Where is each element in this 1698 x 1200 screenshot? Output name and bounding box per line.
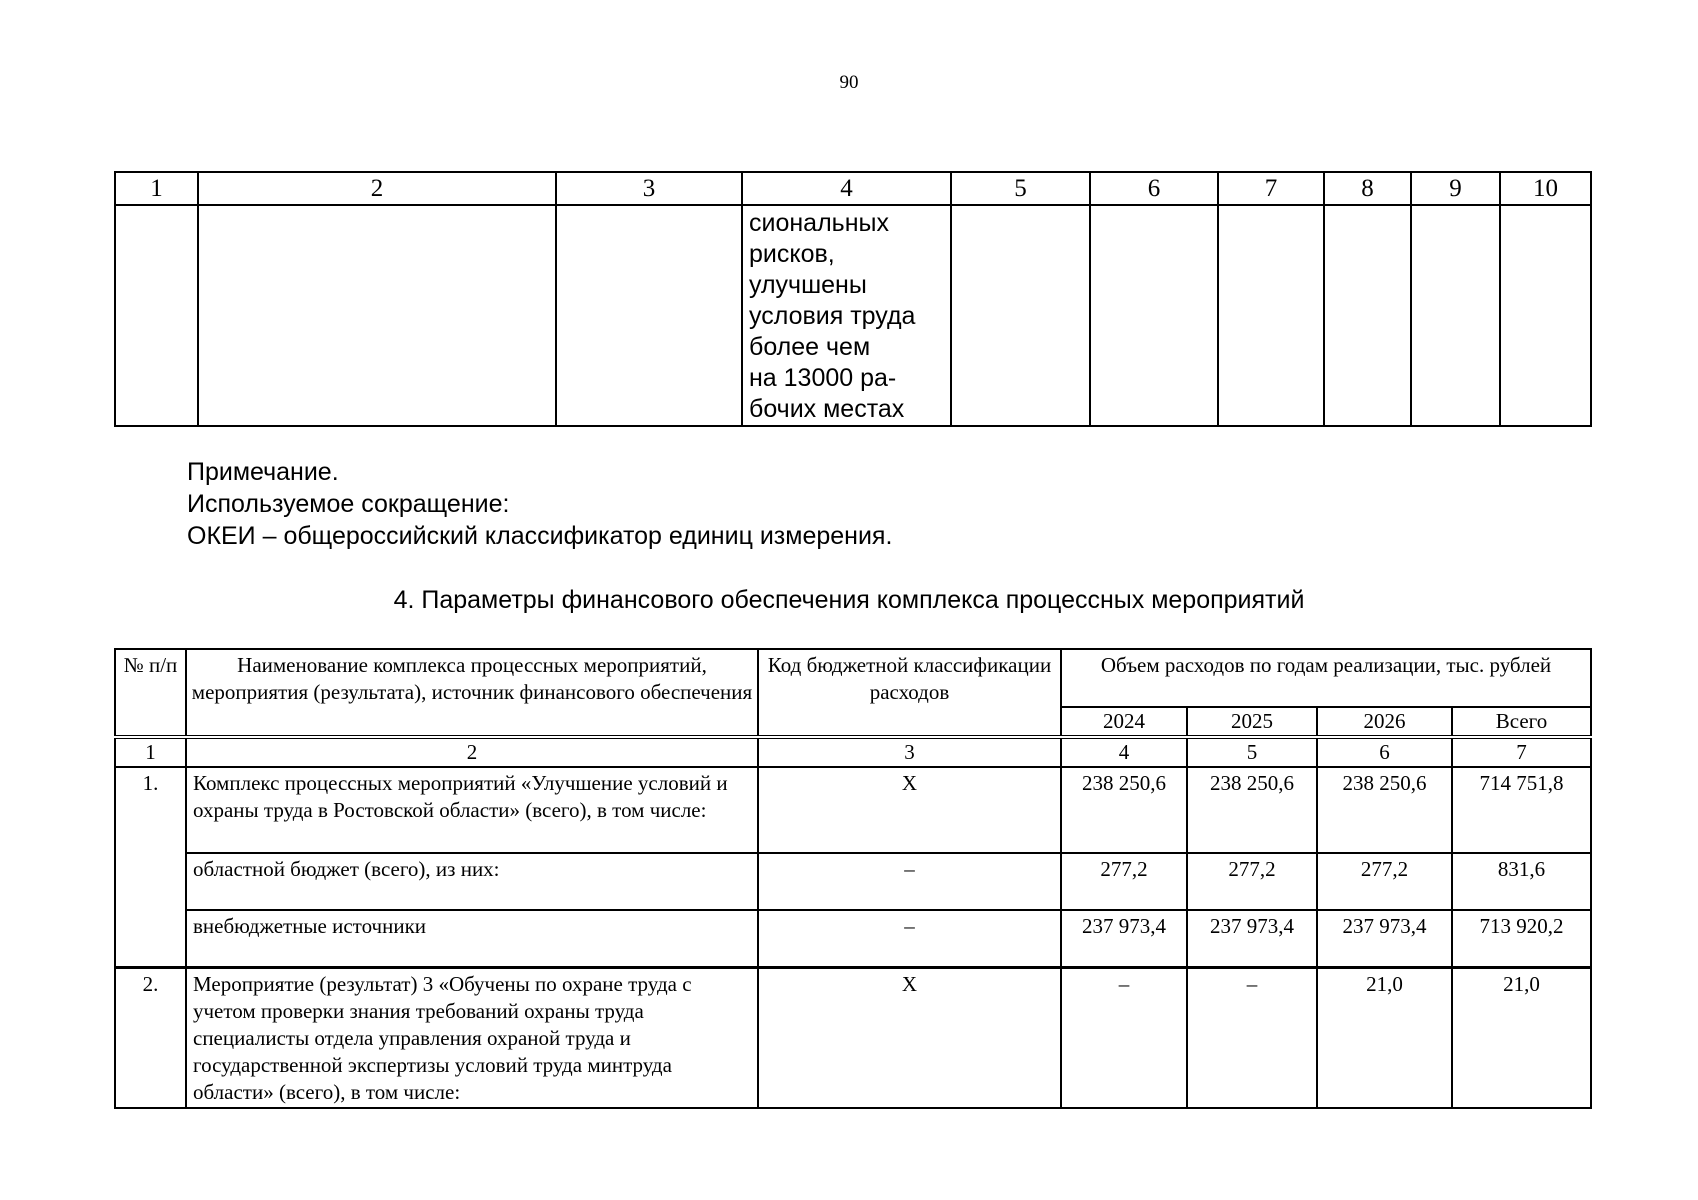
table-row (115, 910, 1591, 968)
table-cell (1324, 205, 1411, 426)
column-number: 2 (198, 172, 556, 205)
row-name: Мероприятие (результат) 3 «Обучены по охране труда с учетом проверки знания требований охраны труда специалисты отдела управления охраной труда и государственной экспертизы условий труда минтруда области» (всего), в том числе: (186, 968, 758, 1109)
column-number-row (115, 172, 1591, 205)
column-number: 7 (1218, 172, 1324, 205)
row-value: 277,2 (1187, 853, 1317, 910)
row-value: 21,0 (1452, 968, 1591, 1109)
row-code: Х (758, 767, 1061, 853)
row-value: 238 250,6 (1187, 767, 1317, 853)
table-cell (1090, 205, 1218, 426)
year-header: 2025 (1187, 707, 1317, 737)
header-name: Наименование комплекса процессных мероприятий, мероприятия (результата), источник финансового обеспечения (186, 649, 758, 737)
row-value: 277,2 (1061, 853, 1187, 910)
row-value: 277,2 (1317, 853, 1452, 910)
year-header: 2026 (1317, 707, 1452, 737)
column-number: 9 (1411, 172, 1500, 205)
column-number: 1 (115, 172, 198, 205)
column-number: 5 (1187, 737, 1317, 767)
column-number: 2 (186, 737, 758, 767)
column-number: 8 (1324, 172, 1411, 205)
row-value: 238 250,6 (1317, 767, 1452, 853)
table-row (115, 767, 1591, 853)
row-value: 831,6 (1452, 853, 1591, 910)
row-name: внебюджетные источники (186, 910, 758, 968)
row-value: 714 751,8 (1452, 767, 1591, 853)
text-line: на 13000 ра- (749, 364, 897, 392)
table-row (115, 853, 1591, 910)
table-cell (556, 205, 742, 426)
column-number: 10 (1500, 172, 1591, 205)
column-number: 1 (115, 737, 186, 767)
row-name: областной бюджет (всего), из них: (186, 853, 758, 910)
header-row (115, 649, 1591, 707)
header-volume: Объем расходов по годам реализации, тыс. рублей (1061, 649, 1591, 707)
table-row (115, 968, 1591, 1109)
table-cell (951, 205, 1090, 426)
row-value: – (1187, 968, 1317, 1109)
continuation-table (114, 171, 1592, 427)
text-line: условия труда (749, 302, 916, 330)
header-num: № п/п (115, 649, 186, 737)
table-row (115, 205, 1591, 426)
table-cell (115, 205, 198, 426)
table-cell (1218, 205, 1324, 426)
note-line: ОКЕИ – общероссийский классификатор единиц измерения. (187, 522, 893, 550)
row-value: 237 973,4 (1317, 910, 1452, 968)
column-number: 5 (951, 172, 1090, 205)
column-number: 3 (758, 737, 1061, 767)
row-code: – (758, 853, 1061, 910)
text-line: рисков, (749, 240, 835, 268)
column-number: 6 (1090, 172, 1218, 205)
row-name: Комплекс процессных мероприятий «Улучшение условий и охраны труда в Ростовской области» (всего), в том числе: (186, 767, 758, 853)
year-header: Всего (1452, 707, 1591, 737)
table-cell (198, 205, 556, 426)
row-number: 2. (115, 968, 186, 1109)
row-value: 237 973,4 (1187, 910, 1317, 968)
note-block (187, 456, 892, 552)
text-line: более чем (749, 333, 871, 361)
text-line: бочих местах (749, 395, 905, 423)
column-number: 4 (1061, 737, 1187, 767)
column-number-row (115, 737, 1591, 767)
row-value: 237 973,4 (1061, 910, 1187, 968)
column-number: 7 (1452, 737, 1591, 767)
row-value: 713 920,2 (1452, 910, 1591, 968)
row-value: 21,0 (1317, 968, 1452, 1109)
column-number: 6 (1317, 737, 1452, 767)
financing-table (114, 648, 1592, 1109)
column-number: 3 (556, 172, 742, 205)
text-line: сиональных (749, 209, 889, 237)
section-title: 4. Параметры финансового обеспечения комплекса процессных мероприятий (393, 586, 1305, 614)
table-cell (1411, 205, 1500, 426)
continuation-text-cell (742, 205, 951, 426)
row-value: 238 250,6 (1061, 767, 1187, 853)
year-header: 2024 (1061, 707, 1187, 737)
row-code: – (758, 910, 1061, 968)
text-line: улучшены (749, 271, 867, 299)
header-code: Код бюджетной классификации расходов (758, 649, 1061, 737)
row-value: – (1061, 968, 1187, 1109)
page-number: 90 (839, 72, 859, 93)
row-code: Х (758, 968, 1061, 1109)
row-number: 1. (115, 767, 186, 968)
column-number: 4 (742, 172, 951, 205)
table-cell (1500, 205, 1591, 426)
note-title: Примечание. (187, 458, 339, 486)
note-line: Используемое сокращение: (187, 490, 510, 518)
